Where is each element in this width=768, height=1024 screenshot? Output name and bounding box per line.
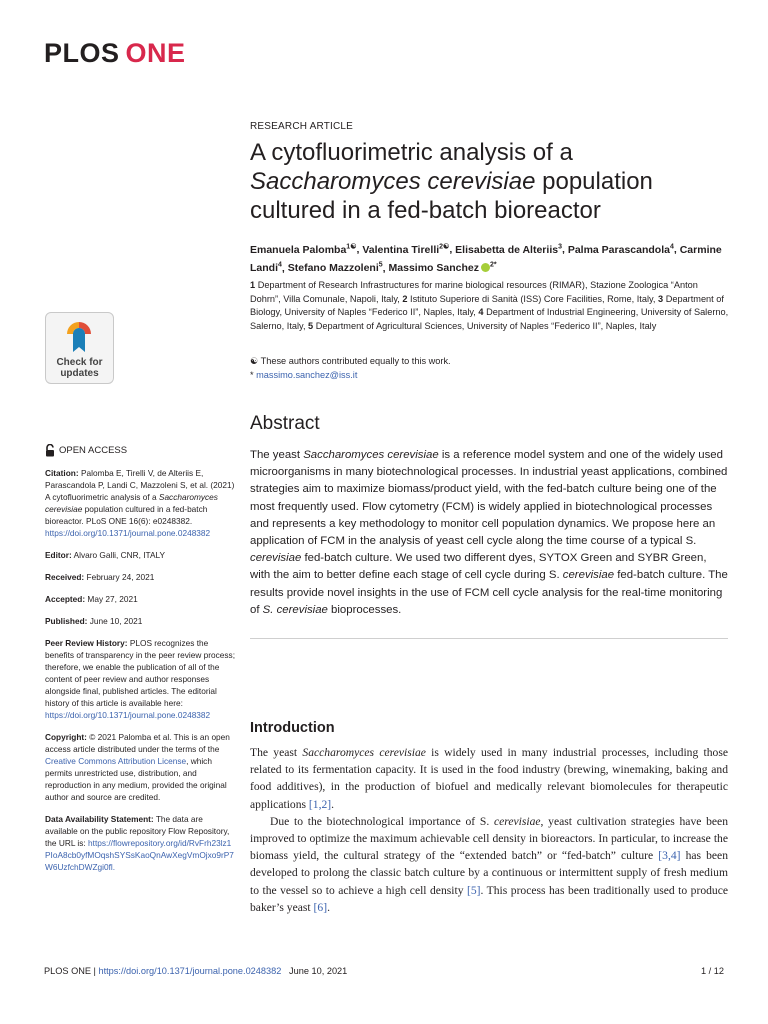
page-number: 1 / 12 (701, 966, 724, 976)
citation-doi-link[interactable]: https://doi.org/10.1371/journal.pone.0248382 (45, 528, 211, 538)
introduction-text (250, 744, 728, 916)
abstract-divider (250, 638, 728, 639)
article-title: A cytofluorimetric analysis of a Saccharomyces cerevisiae population cultured in a fed-batch bioreactor (250, 139, 653, 224)
author-notes (250, 355, 730, 382)
reference-link[interactable]: [6] (313, 900, 328, 914)
peer-review-history: Peer Review History: PLOS recognizes the benefits of transparency in the peer review process; therefore, we enable the publication of all of the content of peer review and author responses alongside final, published articles. The editorial history of this article is available here: https://doi.org/10.1371/journal.pone.0248382 (45, 638, 236, 720)
introduction-heading: Introduction (250, 720, 335, 736)
author[interactable]: Palma Parascandola$^4$ (567, 243, 674, 256)
data-availability: Data Availability Statement: The data are available on the public repository Flow Repository, the URL is: https://flowrepository.org/id/RvFrh23lz1PIoA8cb0yfMOqshSYSsKaoQnAwXegVmOjxo9rP7W6UzfchDWZgi0fl. (45, 814, 234, 872)
editor: Editor: Alvaro Galli, CNR, ITALY (45, 550, 166, 560)
email-link[interactable]: massimo.sanchez@iss.it (256, 369, 358, 380)
orcid-icon[interactable] (481, 263, 490, 272)
citation: Citation: Palomba E, Tirelli V, de Alteriis E, Parascandola P, Landi C, Mazzoleni S, et al. (2021) A cytofluorimetric analysis of a Saccharomyces cerevisiae population cultured in a fed-batch bioreactor. PLoS ONE 16(6): e0248382. https://doi.org/10.1371/journal.pone.0248382 (45, 468, 235, 538)
journal-logo (44, 38, 186, 69)
article-sidebar (45, 444, 235, 883)
check-for-updates-badge[interactable]: Check for updates (45, 312, 114, 384)
journal-name-one: ONE (125, 38, 186, 68)
page-footer: PLOS ONE | https://doi.org/10.1371/journal.pone.0248382 June 10, 2021 1 / 12 (44, 966, 724, 976)
received-date: Received: February 24, 2021 (45, 572, 155, 582)
article-type: RESEARCH ARTICLE (250, 121, 354, 132)
equal-contribution-note: ☯ These authors contributed equally to this work. (250, 356, 451, 366)
reference-link[interactable]: [1,2] (308, 797, 332, 811)
open-access: OPEN ACCESS (45, 444, 235, 457)
author[interactable]: Carmine Landi$^4$ (250, 243, 722, 274)
check-updates-icon (65, 320, 93, 354)
corresponding-author: * massimo.sanchez@iss.it (250, 369, 358, 380)
author[interactable]: Massimo Sanchez $^{2*}$ (388, 261, 497, 274)
footer-date: June 10, 2021 (289, 966, 348, 976)
abstract-text: The yeast Saccharomyces cerevisiae is a reference model system and one of the widely used microorganisms in many biotechnological processes. In industrial yeast applications, combined strategies aim to maximize biomass/product yield, with the fed-batch culture being one of the most frequently used. Flow cytometry (FCM) is widely applied in biotechnological processes and represents a key methodology to monitor cell population dynamics. We propose here an application of FCM in the analysis of yeast cell cycle along the time course of a typical S. cerevisiae fed-batch culture. We used two different dyes, SYTOX Green and SYBR Green, with the aim to better define each stage of cell cycle during S. cerevisiae fed-batch culture. The results provide novel insights in the use of FCM cell cycle analysis for the real-time monitoring of S. cerevisiae bioprocesses. (250, 449, 728, 616)
author[interactable]: Elisabetta de Alteriis$^3$ (455, 243, 562, 256)
open-access-icon (45, 444, 55, 457)
copyright: Copyright: © 2021 Palomba et al. This is an open access article distributed under the terms of the Creative Commons Attribution License, which permits unrestricted use, distribution, and reproduction in any medium, provided the original author and source are credited. (45, 732, 230, 802)
affiliations: 1 Department of Research Infrastructures for marine biological resources (RIMAR), Stazione Zoologica “Anton Dohrn”, Villa Comunale, Napoli, Italy, 2 Istituto Superiore di Sanità (ISS) Core Facilities, Rome, Italy, 3 Department of Biology, University of Naples “Federico II”, Naples, Italy, 4 Department of Industrial Engineering, University of Salerno, Salerno, Italy, 5 Department of Agricultural Sciences, University of Naples “Federico II”, Naples, Italy (250, 280, 729, 331)
author[interactable]: Stefano Mazzoleni$^5$ (287, 261, 383, 274)
license-link[interactable]: Creative Commons Attribution License (45, 756, 187, 766)
author[interactable]: Emanuela Palomba$^{1☯}$ (250, 243, 357, 256)
reference-link[interactable]: [3,4] (658, 849, 681, 863)
journal-name-plos: PLOS (44, 38, 120, 68)
abstract-heading: Abstract (250, 413, 320, 434)
data-repository-link[interactable]: https://flowrepository.org/id/RvFrh23lz1PIoA8cb0yfMOqshSYSsKaoQnAwXegVmOjxo9rP7W6UzfchDWZgi0fl. (45, 838, 234, 872)
paragraph: Due to the biotechnological importance of S. cerevisiae, yeast cultivation strategies have been improved to optimize the maximum achievable cell density in bioreactors. In particular, to increase the biomass yield, the cultural strategy of the “extended batch” or “fed-batch” culture [3,4] has been developed to prolong the classic batch culture by a continuous or intermittent supply of fresh medium to the vessel so to achieve a high cell density [5]. This process has been traditionally used to produce baker’s yeast [6]. (250, 814, 729, 914)
peer-review-link[interactable]: https://doi.org/10.1371/journal.pone.0248382 (45, 710, 211, 720)
author-list: Emanuela Palomba$^{1☯}$, Valentina Tirelli$^{2☯}$, Elisabetta de Alteriis$^3$, Palma Parascandola$^4$, Carmine Landi$^4$, Stefano Mazzoleni$^5$, Massimo Sanchez $^{2*}$ (250, 243, 722, 274)
published-date: Published: June 10, 2021 (45, 616, 143, 626)
footer-doi-link[interactable]: https://doi.org/10.1371/journal.pone.0248382 (98, 966, 282, 976)
accepted-date: Accepted: May 27, 2021 (45, 594, 138, 604)
paragraph: The yeast Saccharomyces cerevisiae is widely used in many industrial processes, including those related to its fermentation capacity. It is used in the food industry (brewing, winemaking, baking and food additives), in the production of biofuel and medically relevant biomolecules for therapeutic applications [1,2]. (250, 746, 728, 811)
reference-link[interactable]: [5] (466, 883, 481, 897)
author[interactable]: Valentina Tirelli$^{2☯}$ (362, 243, 450, 256)
